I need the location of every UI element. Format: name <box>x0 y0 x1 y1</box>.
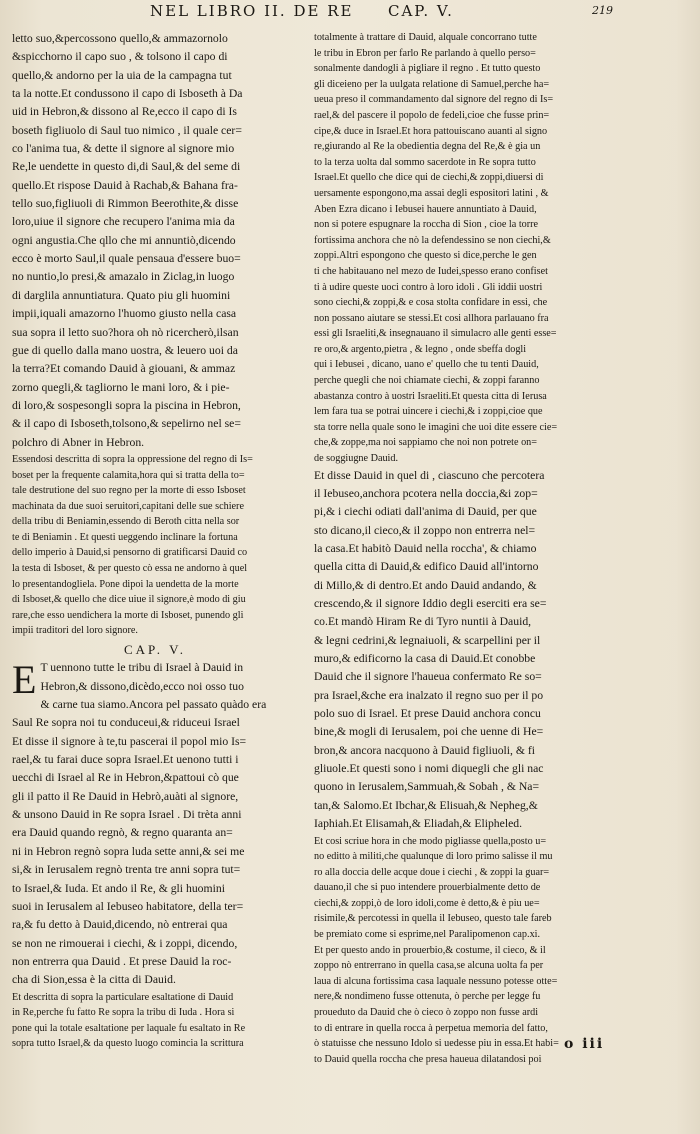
text-line: te di Beniamin . Et questi ueggendo inclinare la fortuna <box>12 531 238 543</box>
text-line: si,& in Ierusalem regnò trenta tre anni sopra tut= <box>12 863 241 877</box>
text-line: pra Israel,&che era inalzato il regno suo per il po <box>314 688 544 702</box>
page-edge-shadow <box>676 0 700 1134</box>
text-line: di darglila annuntiatura. Quato piu gli huomini <box>12 288 231 302</box>
text-line: in Re,perche fu fatto Re sopra la tribu di Iuda . Hora si <box>12 1007 235 1019</box>
text-line: & legni cedrini,& legnaiuoli, & scarpellini per il <box>314 633 541 647</box>
text-line: lo presentandogliela. Pone dipoi la uendetta de la morte <box>12 578 239 590</box>
text-line: non entrerra qua Dauid . Et prese Dauid la roc- <box>12 954 232 968</box>
text-line: dauano,il che si puo intendere prouerbialmente detto de <box>314 882 541 894</box>
text-line: sopra tutto Israel,& da questo luogo comincia la scrittura <box>12 1038 244 1050</box>
text-line: della tribu di Beniamin,essendo di Beroth citta nella sor <box>12 516 240 528</box>
text-line: pone qui la totale esaltatione per laquale fu esaltato in Re <box>12 1022 246 1034</box>
text-line: sua sopra il letto suo?hora oh nò ricercherò,ilsan <box>12 325 239 339</box>
right-commentary-a <box>314 30 614 467</box>
left-column <box>12 30 298 1052</box>
text-line: perche quegli che noi chiamate ciechi, & zoppi faranno <box>314 375 540 387</box>
text-line: essi gli Israeliti,& insegnauano il simulacro alle genti esse= <box>314 328 557 340</box>
text-line: impii,iquali amazorno l'huomo giusto nella casa <box>12 307 237 321</box>
right-commentary-c <box>314 834 614 1068</box>
text-line: di loro,& sospesongli sopra la piscina in Hebron, <box>12 398 241 412</box>
text-line: & unsono Dauid in Re sopra Israel . Di trèta anni <box>12 808 242 822</box>
text-line: ni in Hebron regnò sopra luda sette anni,& sei me <box>12 844 245 858</box>
text-line: co.Et mandò Hiram Re di Tyro nuntii à Dauid, <box>314 615 532 629</box>
text-line: re,giurando al Re la obedientia degna del Re,& è gia un <box>314 141 541 153</box>
text-line: Hebron,& dissono,dicèdo,ecco noi osso tuo <box>40 679 244 693</box>
text-line: sta torre nella quale sono le imagini che uoi dite essere cie= <box>314 421 558 433</box>
text-line: gli il patto il Re Dauid in Hebrò,auàti al signore, <box>12 789 239 803</box>
text-line: sonalmente dandogli à pigliare il regno . Et tutto questo <box>314 63 541 75</box>
text-line: to Israel,& Iuda. Et ando il Re, & gli huomini <box>12 881 225 895</box>
text-line: Dauid che il signore l'haueua confermato Re so= <box>314 670 542 684</box>
text-line: Aben Ezra dicano i Iebusei hauere annuntiato à Dauid, <box>314 203 537 215</box>
running-header <box>150 0 620 26</box>
text-line: gliuole.Et questi sono i nomi diquegli che gli nac <box>314 762 544 776</box>
text-line: suoi in Ierusalem al Iebuseo habitatore, della ter= <box>12 899 244 913</box>
text-line: Iaphiah.Et Elisamah,& Eliadah,& Elipheled. <box>314 817 523 831</box>
text-line: Et disse il signore à te,tu pascerai il popol mio Is= <box>12 734 247 748</box>
text-line: che,& zoppe,ma noi sappiamo che noi non potrete on= <box>314 437 538 449</box>
text-line: gue di quello dalla mano uostra, & leuero uoi da <box>12 343 238 357</box>
text-line: Saul Re sopra noi tu conduceui,& riduceui Israel <box>12 716 240 730</box>
text-line: boseth figliuolo di Saul tuo nimico , il quale cer= <box>12 123 242 137</box>
text-line: uecchi di Israel al Re in Hebron,&pattoui cò que <box>12 771 239 785</box>
text-line: no nuntio,lo presi,& amazalo in Ziclag,in luogo <box>12 270 235 284</box>
text-line: quono in Ierusalem,Sammuah,& Sobah , & Na= <box>314 780 540 794</box>
drop-capital: E <box>12 657 37 703</box>
left-text-block-c <box>12 659 298 989</box>
chapter-heading: CAP. V. <box>123 642 187 658</box>
left-text-block-a <box>12 30 298 452</box>
text-line: to di entrare in quella rocca à perpetua memoria del fatto, <box>314 1022 548 1034</box>
text-line: polchro di Abner in Hebron. <box>12 435 145 449</box>
text-line: crescendo,& il signore Iddio degli eserciti era se= <box>314 597 547 611</box>
right-text-block-b <box>314 467 614 834</box>
text-line: Et cosi scriue hora in che modo pigliasse quella,posto u= <box>314 835 547 847</box>
text-line: pi,& i ciechi odiati dall'anima di Dauid, per que <box>314 505 537 519</box>
text-line: laua di alcuna fortissima casa laquale nessuno potesse otte= <box>314 975 558 987</box>
text-line: polo suo di Israel. Et prese Dauid anchora concu <box>314 707 541 721</box>
text-line: ciechi,& zoppi,ò de loro idoli,come è detto,& è piu ue= <box>314 897 540 909</box>
text-line: &spicchorno il capo suo , & tolsono il capo di <box>12 50 228 64</box>
text-line: nere,& nondimeno fusse ottenuta, ò perche per legge fu <box>314 991 541 1003</box>
text-line: Re,le uendette in questo di,di Saul,& del seme di <box>12 160 241 174</box>
text-line: tello suo,figliuoli di Rimmon Beerothite,& disse <box>12 197 239 211</box>
text-line: la testa di Isboset, & per questo cò essa ne andorno à quel <box>12 563 248 575</box>
text-line: zoppo nò entrerrano in quella casa,se alcuna uolta fa per <box>314 960 544 972</box>
text-line: & carne tua siamo.Ancora pel passato quàdo era <box>40 698 267 712</box>
text-line: Et descritta di sopra la particulare esaltatione di Dauid <box>12 991 234 1003</box>
text-line: gli diceieno per la uulgata relatione di Samuel,perche ha= <box>314 78 550 90</box>
text-line: lem fara tua se potrai uincere i ciechi,& i zoppi,cioe que <box>314 406 543 418</box>
text-line: bine,& mogli di Ierusalem, poi che uenne di He= <box>314 725 544 739</box>
text-line: muro,& edificorno la casa di Dauid.Et conobbe <box>314 652 536 666</box>
text-line: la terra?Et comando Dauid à giouani, & ammaz <box>12 362 236 376</box>
text-line: T uennono tutte le tribu di Israel à Dauid in <box>40 661 244 675</box>
text-line: ogni angustia.Che qllo che mi annuntiò,dicendo <box>12 233 236 247</box>
text-line: Et disse Dauid in quel di , ciascuno che percotera <box>314 468 545 482</box>
left-commentary-a <box>12 452 298 639</box>
text-line: se non ne rimouerai i ciechi, & i zoppi, dicendo, <box>12 936 238 950</box>
text-line: Israel.Et quello che dice qui de ciechi,& zoppi,diuersi di <box>314 172 544 184</box>
text-line: ueua preso il commandamento dal signore del regno di Is= <box>314 94 554 106</box>
text-line: uersamente espongono,ma assai degli espositori latini , & <box>314 187 549 199</box>
text-line: quella citta di Dauid,& edifico Dauid all'intorno <box>314 560 539 574</box>
text-line: Et per questo ando in prouerbio,& costume, il cieco, & il <box>314 944 546 956</box>
text-line: co l'anima tua, & dette il signore al signore mio <box>12 142 235 156</box>
chapter-opening <box>12 659 298 989</box>
text-line: uid in Hebron,& dissono al Re,ecco il capo di Is <box>12 105 237 119</box>
text-line: loro,uiue il signore che recupero l'anima mia da <box>12 215 235 229</box>
text-line: non possano aiutare se stessi.Et cosi allhora parlauano fra <box>314 312 549 324</box>
text-line: totalmente à trattare di Dauid, alquale concorrano tutte <box>314 32 537 43</box>
text-line: to la terza uolta dal sommo sacerdote in Re sopra tutto <box>314 156 536 168</box>
text-line: quello,& andorno per la uia de la campagna tut <box>12 68 232 82</box>
text-line: to Dauid quella roccha che presa haueua dilatandosi poi <box>314 1053 542 1065</box>
text-line: machinata da due suoi seruitori,capitani delle sue schiere <box>12 500 244 512</box>
signature-mark: o iii <box>564 1036 605 1052</box>
text-line: di Millo,& di dentro.Et ando Dauid andando, & <box>314 578 537 592</box>
text-line: & il capo di Isboseth,tolsono,& sepelirno nel se= <box>12 417 241 431</box>
text-line: sto dicano,il cieco,& il zoppo non entrerra nel= <box>314 523 536 537</box>
text-line: risimile,& percotessi in quella il Iebuseo, questo tale fareb <box>314 913 552 925</box>
text-line: de soggiugne Dauid. <box>314 453 399 465</box>
text-line: era Dauid quando regnò, & regno quaranta an= <box>12 826 233 840</box>
text-line: re oro,& argento,pietra , & legno , onde sbeffa dogli <box>314 343 527 355</box>
text-line: zorno quegli,& tagliorno le mani loro, & i pie- <box>12 380 230 394</box>
text-line: la casa.Et habitò Dauid nella roccha', & chiamo <box>314 542 537 555</box>
text-line: rael,& tu farai duce sopra Israel.Et uenono tutti i <box>12 753 239 767</box>
text-line: ti à udire queste uoci contro à loro idoli . Gli iddii uostri <box>314 281 543 293</box>
text-line: no editto à militi,che qualunque di loro primo salisse il mu <box>314 851 553 863</box>
text-line: Essendosi descritta di sopra la oppressione del regno di Is= <box>12 453 253 465</box>
text-line: di Isboset,& quello che dice uiue il signore,è modo di giu <box>12 594 246 606</box>
text-line: letto suo,&percossono quello,& ammazornolo <box>12 32 228 45</box>
text-line: qui i Iebusei , dicano, uano e' quello che tu tenti Dauid, <box>314 359 539 371</box>
text-line: sono ciechi,& zoppi,& e cosa stolta confidare in essi, che <box>314 297 548 309</box>
text-line: ro alla doccia delle acque doue i ciechi , & zoppi la guar= <box>314 866 550 878</box>
right-column <box>314 30 614 1067</box>
text-line: non si potere espugnare la roccha di Sion , cioe la torre <box>314 219 539 231</box>
text-line: tale destrutione del suo regno per la morte di esso Isboset <box>12 485 246 497</box>
text-line: le tribu in Ebron per farlo Re parlando à quello perso= <box>314 47 536 59</box>
text-line: il Iebuseo,anchora pcotera nella doccia,&i zop= <box>314 486 538 500</box>
text-line: fortissima anchora che nò la defendessino se non ciechi,& <box>314 234 551 246</box>
text-line: bron,& ancora nacquono à Dauid figliuoli, & fi <box>314 743 536 757</box>
text-line: quello.Et rispose Dauid à Rachab,& Bahana fra- <box>12 178 238 192</box>
text-line: ra,& fu detto à Dauid,dicendo, nò entrerai qua <box>12 918 228 932</box>
text-line: proueduto da Dauid che ò cieco ò zoppo non fusse ardi <box>314 1007 539 1019</box>
folio-number: 219 <box>592 4 613 17</box>
running-header-title: NEL LIBRO II. DE RE <box>150 2 354 20</box>
running-header-chapter: CAP. V. <box>388 2 454 20</box>
text-line: abastanza contro à uostri Israeliti.Et questa citta di Ierusa <box>314 390 547 402</box>
text-line: be premiato come si esprime,nel Paralipomenon cap.xi. <box>314 929 541 941</box>
text-line: cipe,& duce in Israel.Et hora pattouiscano auanti al signo <box>314 125 548 137</box>
text-line: rael,& del pascere il popolo de fedeli,cioe che fusse prin= <box>314 109 550 121</box>
text-line: ò statuisse che nessuno Idolo si uedesse piu in essa.Et habi= <box>314 1038 559 1050</box>
text-line: ta la notte.Et condussono il capo di Isboseth à Da <box>12 87 243 101</box>
text-line: ti che habitauano nel mezo de Iudei,spesso erano confiset <box>314 265 548 277</box>
text-line: zoppi.Altri espongono che questo si dice,perche le gen <box>314 250 537 262</box>
text-line: tan,& Salomo.Et Ibchar,& Elisuah,& Nepheg,& <box>314 798 538 812</box>
text-line: dello imperio à Dauid,si pensorno di gratificarsi Dauid co <box>12 547 248 559</box>
text-line: ecco è morto Saul,il quale pensaua d'essere buo= <box>12 252 241 266</box>
text-line: cha di Sion,essa è la citta di Dauid. <box>12 973 176 987</box>
text-line: boset per la frequente calamita,hora qui si tratta della to= <box>12 469 245 481</box>
text-line: rare,che esso uendichera la morte di Isboset, punendo gli <box>12 609 244 621</box>
left-commentary-d <box>12 990 298 1052</box>
text-line: impii traditori del loro signore. <box>12 625 138 637</box>
